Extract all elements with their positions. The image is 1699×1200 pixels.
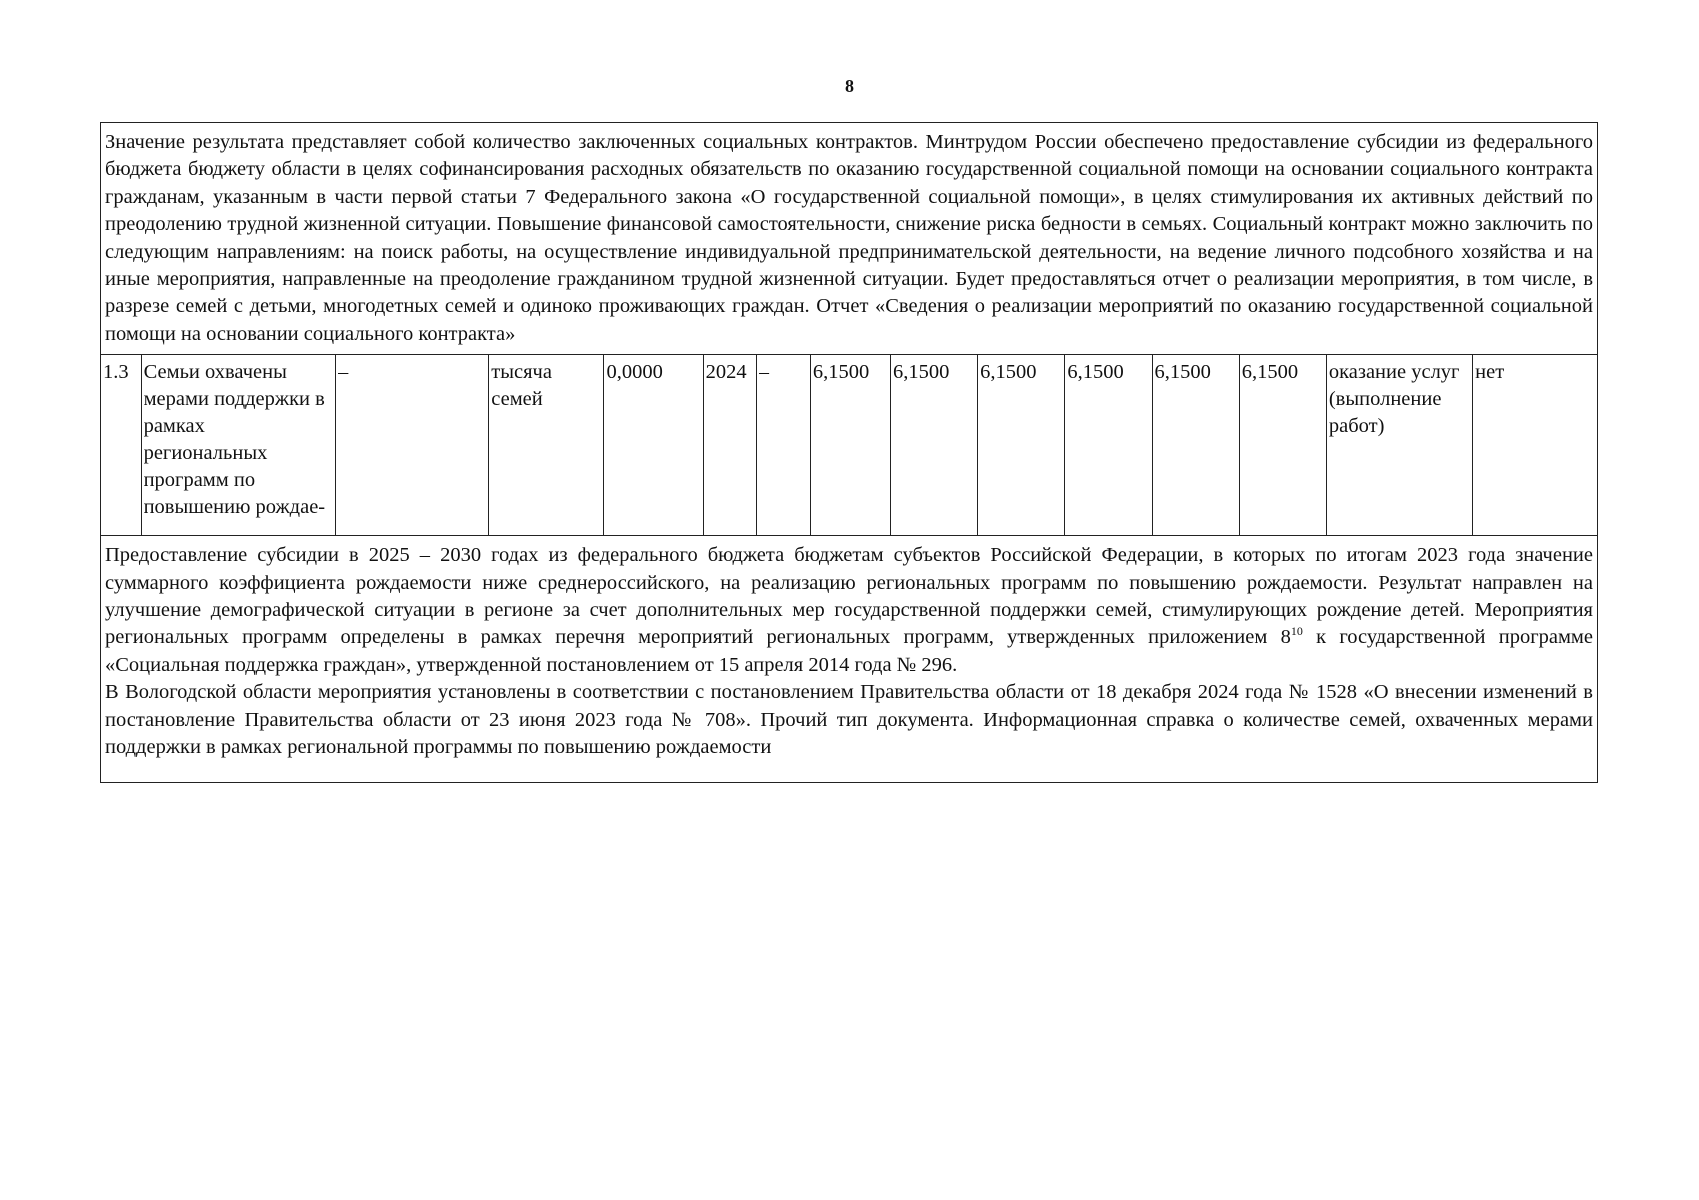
- base-year-cell: 2024: [703, 355, 756, 536]
- flag-cell: нет: [1473, 355, 1597, 536]
- result-type-cell: оказание услуг (выполнение работ): [1326, 355, 1472, 536]
- value-2028-cell: 6,1500: [1065, 355, 1152, 536]
- row-number-cell: 1.3: [103, 361, 129, 384]
- dash-cell-2: –: [756, 355, 810, 536]
- value-2026-cell: 6,1500: [891, 355, 978, 536]
- table-row: [101, 355, 1597, 536]
- result-description-block: [101, 123, 1597, 354]
- results-table: [100, 122, 1598, 783]
- subsidy-description-block: [101, 536, 1597, 781]
- subsidy-description-paragraph: [105, 542, 1593, 679]
- subsidy-text-part-1: Предоставление субсидии в 2025 – 2030 годах из федерального бюджета бюджетам субъектов Российской Федерации, в которых по итогам 2023 года значение суммарного коэффициента рождаемости ниже среднероссийского, на реализацию региональных программ по повышению рождаемости. Результат направлен на улучшение демографической ситуации в регионе за счет дополнительных мер государственной поддержки семей, стимулирующих рождение детей. Мероприятия региональных программ определены в рамках перечня мероприятий региональных программ, утвержденных приложением 8: [105, 544, 1593, 649]
- indicator-row-table: [101, 354, 1597, 536]
- indicator-name-cell: Семьи охвачены мерами поддержки в рамках региональных программ по повышению рождае-: [141, 355, 335, 536]
- subsidy-text-part-2: к государственной программе «Социальная поддержка граждан», утвержденной постановлением от 15 апреля 2014 года № 296.: [105, 626, 1594, 676]
- value-2025-cell: 6,1500: [810, 355, 890, 536]
- footnote-superscript: 10: [1290, 624, 1303, 639]
- value-2027-cell: 6,1500: [978, 355, 1065, 536]
- vologda-region-paragraph: В Вологодской области мероприятия установлены в соответствии с постановлением Правительства области от 18 декабря 2024 года № 1528 «О внесении изменений в постановление Правительства области от 23 июня 2023 года № 708». Прочий тип документа. Информационная справка о количестве семей, охваченных мерами поддержки в рамках региональной программы по повышению рождаемости: [105, 681, 1593, 759]
- dash-cell: –: [335, 355, 488, 536]
- value-2029-cell: 6,1500: [1152, 355, 1239, 536]
- base-value-cell: 0,0000: [604, 355, 703, 536]
- page-number: 8: [845, 76, 854, 96]
- unit-cell: тысяча семей: [489, 355, 604, 536]
- value-2030-cell: 6,1500: [1239, 355, 1326, 536]
- result-description-text: Значение результата представляет собой количество заключенных социальных контрактов. Минтрудом России обеспечено предоставление субсидии из федерального бюджета бюджету области в целях софинансирования расходных обязательств по оказанию государственной социальной помощи на основании социального контракта гражданам, указанным в части первой статьи 7 Федерального закона «О государственной социальной помощи», в целях стимулирования их активных действий по преодолению трудной жизненной ситуации. Повышение финансовой самостоятельности, снижение риска бедности в семьях. Социальный контракт можно заключить по следующим направлениям: на поиск работы, на осуществление индивидуальной предпринимательской деятельности, на ведение личного подсобного хозяйства и на иные мероприятия, направленные на преодоление гражданином трудной жизненной ситуации. Будет предоставляться отчет о реализации мероприятия, в том числе, в разрезе семей с детьми, многодетных семей и одиноко проживающих граждан. Отчет «Сведения о реализации мероприятий по оказанию государственной социальной помощи на основании социального контракта»: [105, 131, 1593, 345]
